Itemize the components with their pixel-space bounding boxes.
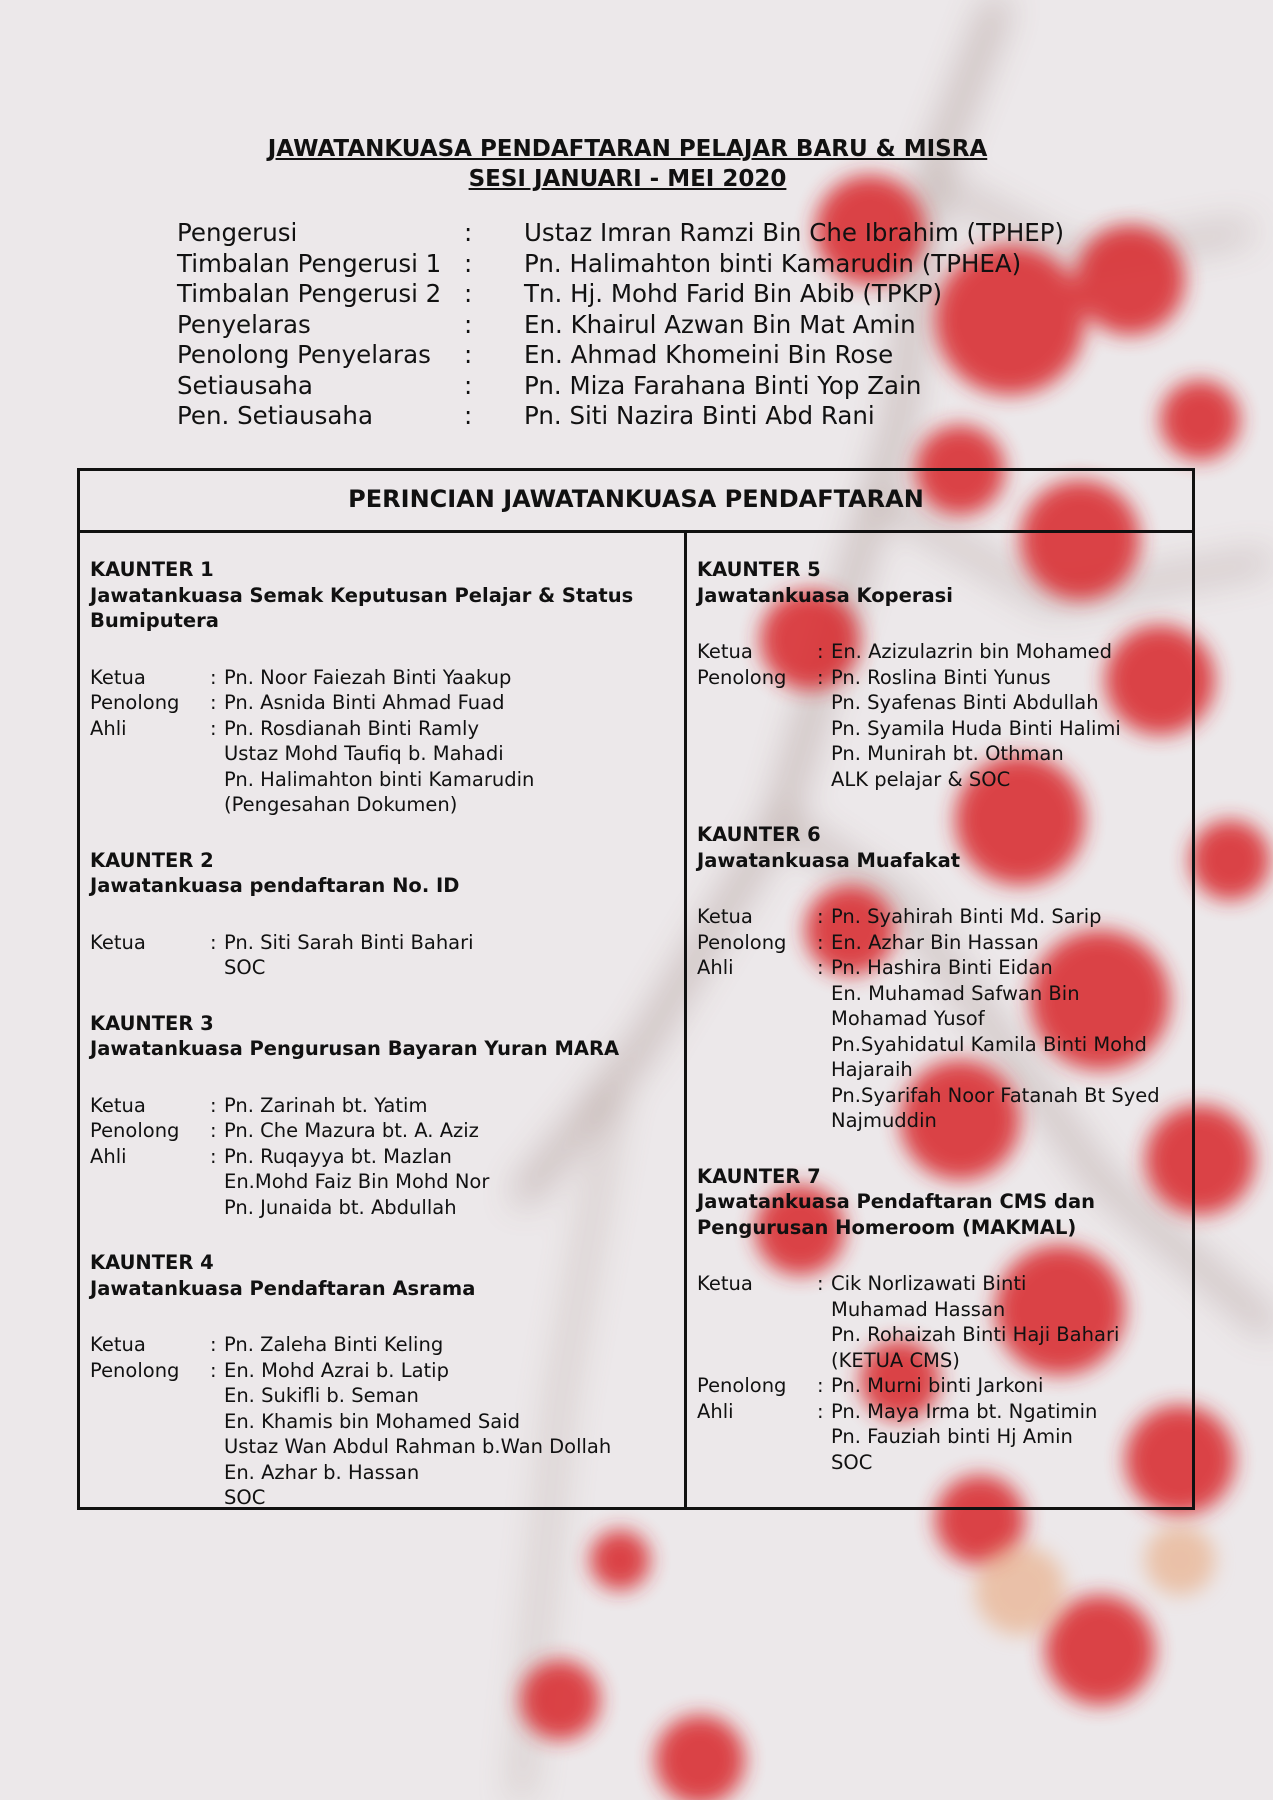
officer-name: Pn. Siti Nazira Binti Abd Rani bbox=[524, 401, 875, 430]
officer-name: Ustaz Imran Ramzi Bin Che Ibrahim (TPHEP) bbox=[524, 218, 1065, 247]
officer-name: En. Ahmad Khomeini Bin Rose bbox=[524, 340, 894, 369]
officer-colon: : bbox=[464, 370, 473, 400]
member-colon: : bbox=[210, 1119, 217, 1142]
committee-table bbox=[77, 468, 1195, 1510]
member-colon: : bbox=[210, 691, 217, 714]
member-group bbox=[90, 690, 675, 716]
member-name: Ustaz Mohd Taufiq b. Mahadi bbox=[224, 742, 504, 765]
member-colon: : bbox=[817, 930, 824, 954]
counter-title: KAUNTER 1 bbox=[90, 558, 214, 581]
member-name: Pn. Rohaizah Binti Haji Bahari bbox=[831, 1323, 1120, 1346]
counter-section bbox=[697, 557, 1187, 822]
member-name: Pn. Siti Sarah Binti Bahari bbox=[224, 930, 474, 954]
member-name: Pn. Murni binti Jarkoni bbox=[831, 1374, 1044, 1397]
member-name: Pn. Hashira Binti Eidan bbox=[831, 956, 1053, 979]
member-names bbox=[831, 665, 1187, 793]
member-role: Ahli bbox=[697, 956, 734, 979]
member-group bbox=[697, 639, 1187, 665]
counter-description: Jawatankuasa Semak Keputusan Pelajar & Status Bumiputera bbox=[90, 583, 634, 632]
member-name: Pn. Ruqayya bt. Mazlan bbox=[224, 1144, 452, 1168]
member-name: ALK pelajar & SOC bbox=[831, 767, 1011, 791]
member-name: En.Mohd Faiz Bin Mohd Nor bbox=[224, 1170, 490, 1193]
spacer bbox=[90, 634, 675, 665]
member-name: En. Azhar Bin Hassan bbox=[831, 930, 1039, 954]
member-names bbox=[831, 1271, 1187, 1373]
member-role: Ketua bbox=[697, 1272, 753, 1295]
counter-section bbox=[697, 822, 1187, 1164]
member-name: Pn. Noor Faiezah Binti Yaakup bbox=[224, 665, 512, 689]
member-names bbox=[224, 930, 675, 981]
member-name: En. Azhar b. Hassan bbox=[224, 1460, 420, 1484]
member-name: Pn. Zarinah bt. Yatim bbox=[224, 1093, 428, 1117]
member-colon: : bbox=[210, 1358, 217, 1382]
officer-role: Timbalan Pengerusi 2 bbox=[177, 279, 442, 308]
member-group bbox=[697, 955, 1187, 1134]
member-colon: : bbox=[817, 640, 824, 663]
officer-colon: : bbox=[464, 309, 473, 339]
counter-section bbox=[90, 557, 675, 848]
member-colon: : bbox=[817, 956, 824, 979]
document-title: JAWATANKUASA PENDAFTARAN PELAJAR BARU & MISRA bbox=[267, 136, 988, 162]
member-name: Mohamad Yusof bbox=[831, 1007, 985, 1030]
member-group bbox=[697, 1373, 1187, 1399]
member-role: Penolong bbox=[90, 1119, 180, 1142]
member-name: En. Mohd Azrai b. Latip bbox=[224, 1358, 449, 1382]
spacer bbox=[90, 1220, 675, 1250]
member-name: Cik Norlizawati Binti bbox=[831, 1272, 1027, 1295]
member-names bbox=[224, 690, 675, 716]
spacer bbox=[90, 1062, 675, 1093]
member-role: Penolong bbox=[90, 1358, 180, 1382]
member-group bbox=[90, 1093, 675, 1119]
counter-section bbox=[90, 1250, 675, 1511]
member-role: Ketua bbox=[90, 665, 146, 689]
member-role: Ahli bbox=[90, 716, 127, 740]
officer-role: Timbalan Pengerusi 1 bbox=[177, 248, 442, 278]
spacer bbox=[90, 818, 675, 848]
member-group bbox=[90, 1144, 675, 1221]
member-name: Muhamad Hassan bbox=[831, 1297, 1006, 1321]
member-role: Ketua bbox=[90, 1333, 146, 1356]
member-colon: : bbox=[817, 1272, 824, 1295]
member-group bbox=[697, 665, 1187, 793]
member-name: Pn.Syahidatul Kamila Binti Mohd bbox=[831, 1032, 1147, 1056]
member-name: En. Sukifli b. Seman bbox=[224, 1384, 419, 1407]
table-heading: PERINCIAN JAWATANKUASA PENDAFTARAN bbox=[80, 471, 1192, 533]
member-colon: : bbox=[817, 1399, 824, 1423]
officer-colon: : bbox=[464, 218, 473, 247]
member-name: Pn. Che Mazura bt. A. Aziz bbox=[224, 1119, 479, 1142]
member-names bbox=[224, 716, 675, 818]
member-names bbox=[831, 1373, 1187, 1399]
officer-role: Penolong Penyelaras bbox=[177, 340, 431, 369]
member-name: Pn. Fauziah binti Hj Amin bbox=[831, 1425, 1073, 1448]
member-group bbox=[90, 1332, 675, 1358]
member-names bbox=[224, 1093, 675, 1119]
member-name: En. Muhamad Safwan Bin bbox=[831, 981, 1080, 1005]
officer-name: En. Khairul Azwan Bin Mat Amin bbox=[524, 309, 916, 339]
member-names bbox=[831, 1399, 1187, 1476]
officer-role: Setiausaha bbox=[177, 370, 313, 400]
member-colon: : bbox=[210, 716, 217, 740]
member-colon: : bbox=[817, 665, 824, 689]
member-name: Pn. Zaleha Binti Keling bbox=[224, 1333, 444, 1356]
officer-colon: : bbox=[464, 279, 473, 308]
counter-title: KAUNTER 3 bbox=[90, 1011, 214, 1035]
counter-description: Jawatankuasa Koperasi bbox=[697, 583, 953, 607]
member-role: Ketua bbox=[90, 1093, 146, 1117]
counter-section bbox=[90, 1011, 675, 1251]
member-group bbox=[90, 1358, 675, 1511]
member-role: Ketua bbox=[90, 930, 146, 954]
member-names bbox=[831, 930, 1187, 956]
member-group bbox=[90, 930, 675, 981]
member-colon: : bbox=[210, 665, 217, 689]
member-names bbox=[224, 1358, 675, 1511]
spacer bbox=[697, 1240, 1187, 1271]
member-name: Pn. Rosdianah Binti Ramly bbox=[224, 716, 479, 740]
spacer bbox=[90, 981, 675, 1011]
member-colon: : bbox=[210, 930, 217, 954]
member-names bbox=[224, 1118, 675, 1144]
counter-title: KAUNTER 7 bbox=[697, 1164, 821, 1188]
counter-title: KAUNTER 2 bbox=[90, 848, 214, 872]
member-name: SOC bbox=[224, 956, 266, 979]
column-divider bbox=[684, 530, 687, 1507]
member-colon: : bbox=[210, 1093, 217, 1117]
member-role: Ahli bbox=[697, 1399, 734, 1423]
counter-title: KAUNTER 4 bbox=[90, 1251, 214, 1274]
member-name: En. Azizulazrin bin Mohamed bbox=[831, 640, 1113, 663]
member-names bbox=[831, 955, 1187, 1134]
member-role: Penolong bbox=[697, 1374, 787, 1397]
member-colon: : bbox=[210, 1144, 217, 1168]
member-name: Pn. Roslina Binti Yunus bbox=[831, 665, 1051, 689]
officer-name: Pn. Halimahton binti Kamarudin (TPHEA) bbox=[524, 248, 1022, 278]
document-subtitle: SESI JANUARI - MEI 2020 bbox=[468, 166, 787, 192]
member-group bbox=[697, 1271, 1187, 1373]
officer-role: Pen. Setiausaha bbox=[177, 401, 373, 430]
member-name: Pn. Junaida bt. Abdullah bbox=[224, 1195, 457, 1219]
member-name: En. Khamis bin Mohamed Said bbox=[224, 1409, 521, 1433]
member-group bbox=[90, 716, 675, 818]
officer-colon: : bbox=[464, 401, 473, 430]
spacer bbox=[697, 792, 1187, 822]
spacer bbox=[90, 1301, 675, 1332]
officer-role: Penyelaras bbox=[177, 309, 311, 339]
counter-title: KAUNTER 6 bbox=[697, 823, 821, 846]
member-name: (KETUA CMS) bbox=[831, 1348, 960, 1372]
member-role: Ahli bbox=[90, 1144, 127, 1168]
member-colon: : bbox=[817, 905, 824, 928]
left-column bbox=[90, 557, 675, 1511]
member-group bbox=[90, 665, 675, 691]
member-role: Ketua bbox=[697, 905, 753, 928]
counter-description: Jawatankuasa pendaftaran No. ID bbox=[90, 874, 460, 897]
officer-name: Pn. Miza Farahana Binti Yop Zain bbox=[524, 370, 922, 400]
spacer bbox=[697, 1134, 1187, 1164]
member-name: SOC bbox=[224, 1486, 266, 1509]
spacer bbox=[697, 608, 1187, 639]
member-name: Pn. Maya Irma bt. Ngatimin bbox=[831, 1399, 1098, 1423]
member-name: Pn. Munirah bt. Othman bbox=[831, 742, 1064, 765]
member-name: Pn. Syahirah Binti Md. Sarip bbox=[831, 905, 1102, 928]
member-role: Penolong bbox=[90, 691, 180, 714]
officer-name: Tn. Hj. Mohd Farid Bin Abib (TPKP) bbox=[524, 279, 943, 308]
member-name: Pn. Asnida Binti Ahmad Fuad bbox=[224, 691, 505, 714]
member-names bbox=[224, 1332, 675, 1358]
member-name: SOC bbox=[831, 1450, 873, 1474]
member-name: (Pengesahan Dokumen) bbox=[224, 793, 458, 816]
member-name: Najmuddin bbox=[831, 1109, 937, 1132]
member-names bbox=[224, 1144, 675, 1221]
member-name: Pn. Halimahton binti Kamarudin bbox=[224, 767, 535, 791]
member-name: Ustaz Wan Abdul Rahman b.Wan Dollah bbox=[224, 1435, 612, 1458]
member-group bbox=[697, 904, 1187, 930]
member-role: Penolong bbox=[697, 665, 787, 689]
member-group bbox=[90, 1118, 675, 1144]
officer-role: Pengerusi bbox=[177, 218, 298, 247]
right-column bbox=[697, 557, 1187, 1475]
member-role: Penolong bbox=[697, 930, 787, 954]
member-names bbox=[831, 639, 1187, 665]
counter-description: Jawatankuasa Pengurusan Bayaran Yuran MARA bbox=[90, 1037, 620, 1060]
member-group bbox=[697, 930, 1187, 956]
member-names bbox=[224, 665, 675, 691]
counter-description: Jawatankuasa Muafakat bbox=[697, 848, 961, 872]
member-group bbox=[697, 1399, 1187, 1476]
member-name: Pn. Syafenas Binti Abdullah bbox=[831, 691, 1099, 714]
member-name: Pn. Syamila Huda Binti Halimi bbox=[831, 716, 1121, 740]
officer-colon: : bbox=[464, 248, 473, 278]
member-names bbox=[831, 904, 1187, 930]
counter-description: Jawatankuasa Pendaftaran Asrama bbox=[90, 1276, 476, 1300]
member-name: Pn.Syarifah Noor Fatanah Bt Syed bbox=[831, 1083, 1160, 1107]
counter-description: Jawatankuasa Pendaftaran CMS dan Pengurusan Homeroom (MAKMAL) bbox=[697, 1190, 1095, 1239]
member-colon: : bbox=[210, 1333, 217, 1356]
spacer bbox=[697, 873, 1187, 904]
member-name: Hajaraih bbox=[831, 1058, 913, 1081]
member-role: Ketua bbox=[697, 640, 753, 663]
counter-section bbox=[697, 1164, 1187, 1476]
spacer bbox=[90, 899, 675, 930]
counter-title: KAUNTER 5 bbox=[697, 558, 821, 581]
member-colon: : bbox=[817, 1374, 824, 1397]
counter-section bbox=[90, 848, 675, 1011]
officer-colon: : bbox=[464, 340, 473, 369]
